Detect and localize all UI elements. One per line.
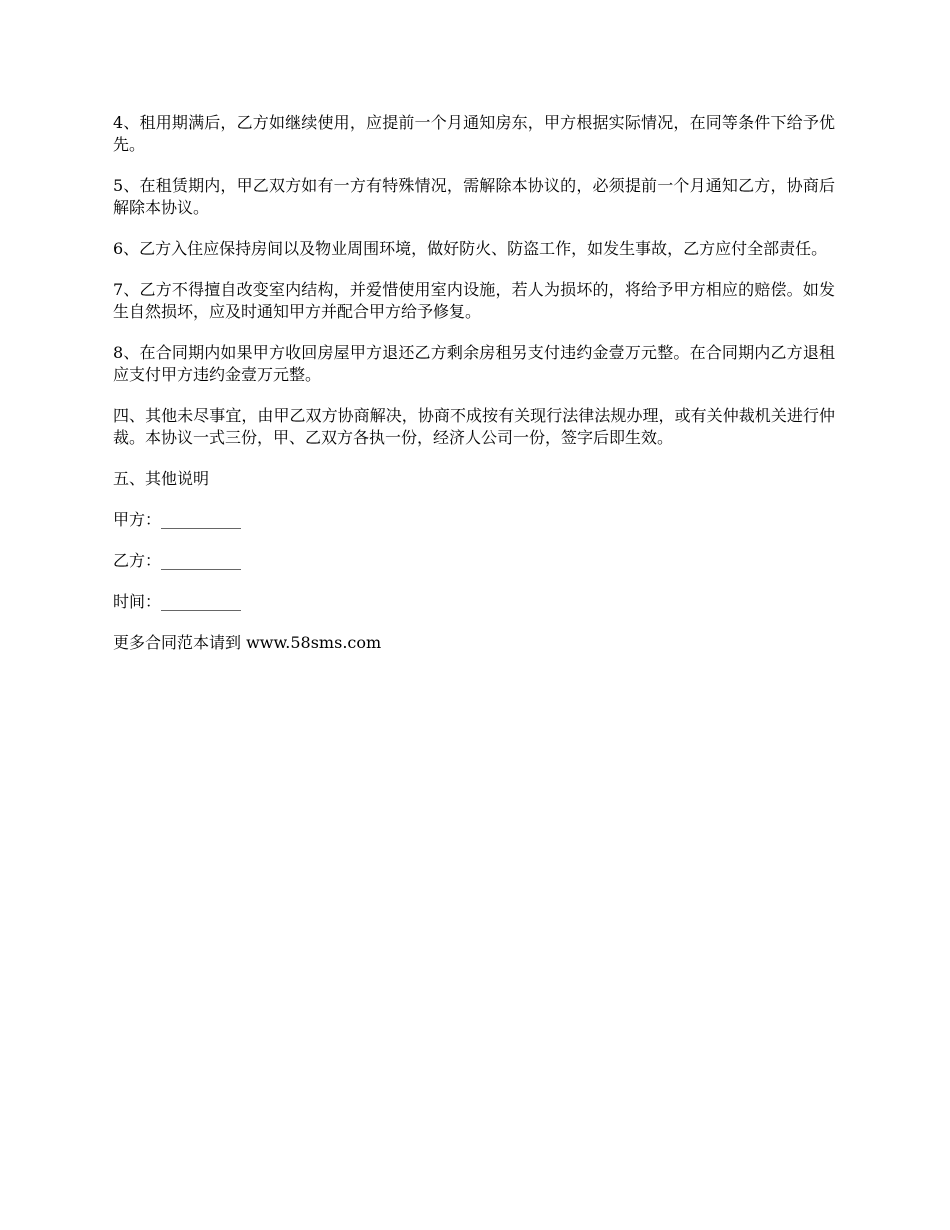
clause-7: 7、乙方不得擅自改变室内结构，并爱惜使用室内设施，若人为损坏的，将给予甲方相应的赔偿。如发生自然损坏，应及时通知甲方并配合甲方给予修复。 <box>113 280 835 321</box>
party-b-label: 乙方： <box>113 551 162 570</box>
date-label: 时间： <box>113 592 162 611</box>
clause-6: 6、乙方入住应保持房间以及物业周围环境，做好防火、防盗工作，如发生事故，乙方应付全部责任。 <box>113 239 828 258</box>
clause-5: 5、在租赁期内，甲乙双方如有一方有特殊情况，需解除本协议的，必须提前一个月通知乙方，协商后解除本协议。 <box>113 176 835 217</box>
party-a-blank: __________ <box>161 510 242 529</box>
section-four-text: 四、其他未尽事宜，由甲乙双方协商解决，协商不成按有关现行法律法规办理，或有关仲裁机关进行仲裁。本协议一式三份，甲、乙双方各执一份，经济人公司一份，签字后即生效。 <box>113 406 835 447</box>
party-b-blank: __________ <box>161 551 242 570</box>
clause-8: 8、在合同期内如果甲方收回房屋甲方退还乙方剩余房租另支付违约金壹万元整。在合同期内乙方退租应支付甲方违约金壹万元整。 <box>113 343 835 384</box>
document-page <box>113 112 835 673</box>
section-five-heading: 五、其他说明 <box>113 469 210 488</box>
date-blank: __________ <box>161 592 242 611</box>
party-b-signature-line <box>113 550 835 572</box>
party-a-label: 甲方： <box>113 510 162 529</box>
clause-4: 4、租用期满后，乙方如继续使用，应提前一个月通知房东，甲方根据实际情况，在同等条件下给予优先。 <box>113 113 835 154</box>
footer-note: 更多合同范本请到 www.58sms.com <box>113 633 382 652</box>
party-a-signature-line <box>113 509 835 531</box>
date-signature-line <box>113 591 835 613</box>
